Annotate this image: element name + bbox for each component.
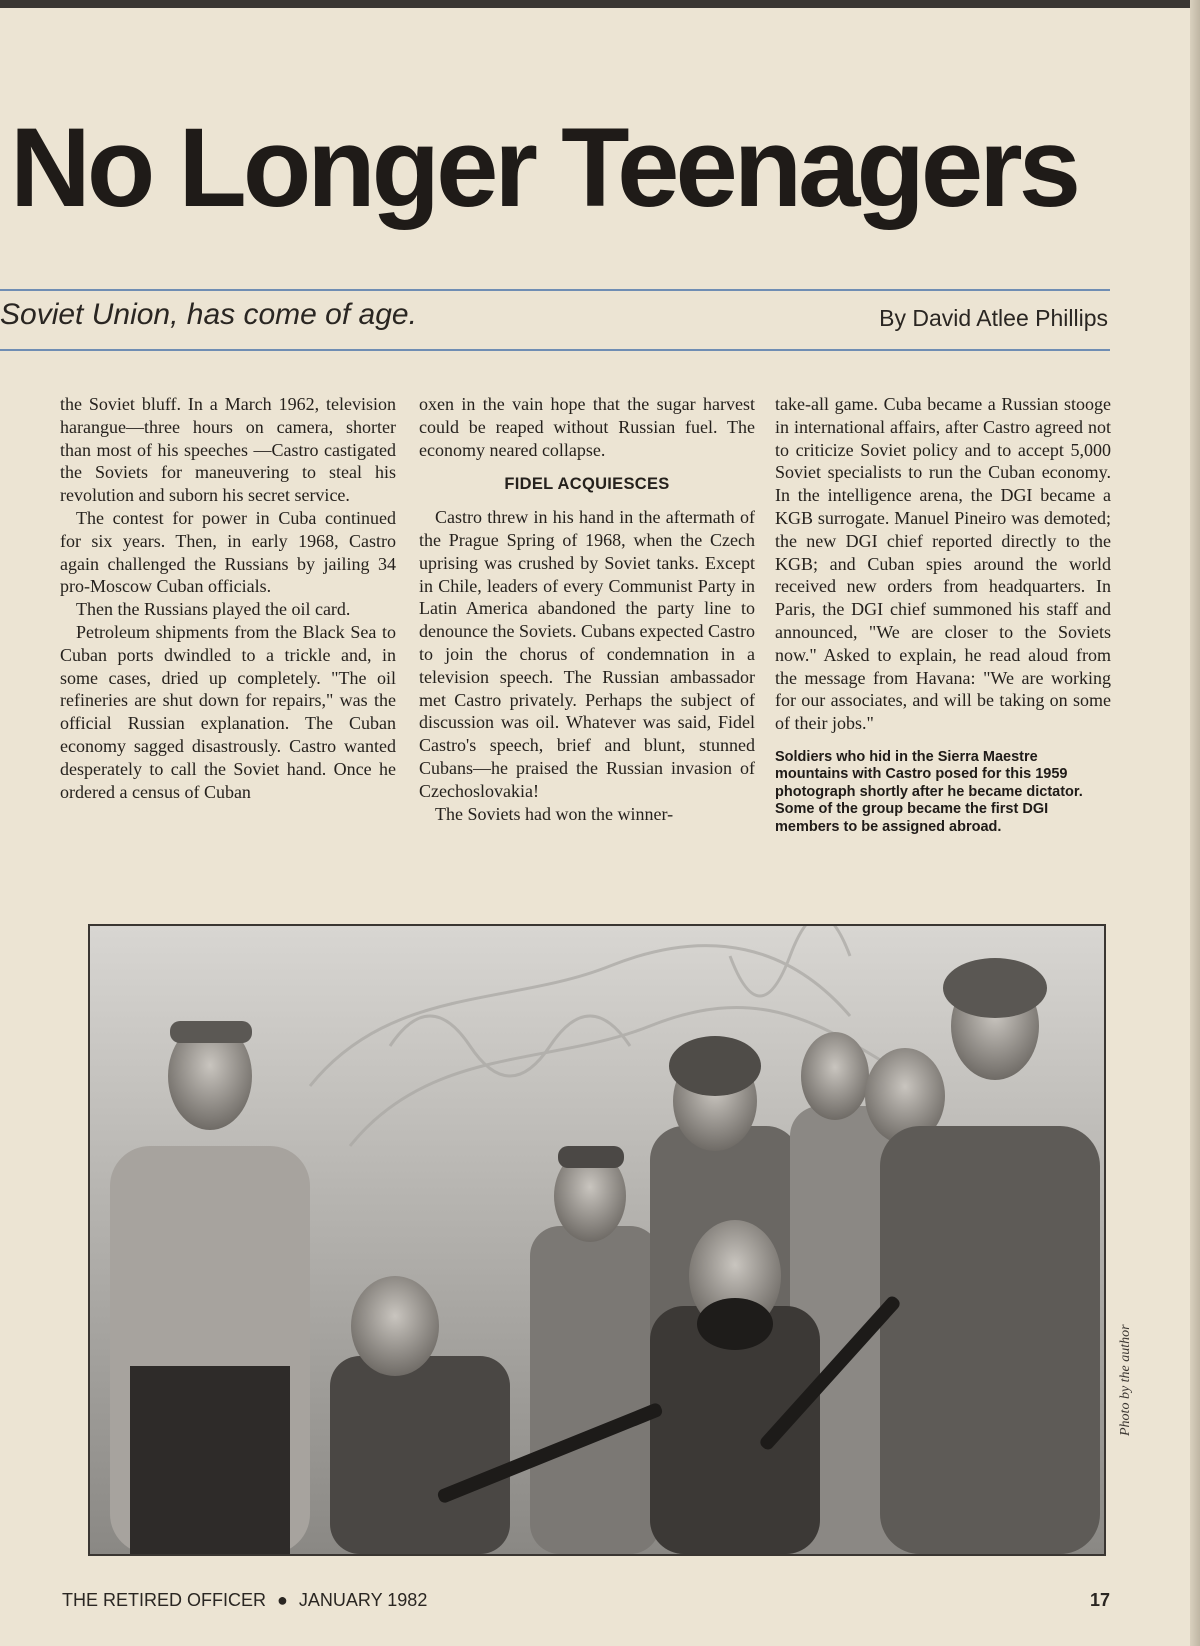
paragraph: Then the Russians played the oil card. bbox=[76, 599, 351, 620]
photo-caption: Soldiers who hid in the Sierra Maestre mountains with Castro posed for this 1959 photograph shortly after he became dictator. Some of the group became the first DGI members to be assigned abroad. bbox=[775, 748, 1083, 835]
article-byline: By David Atlee Phillips bbox=[879, 305, 1108, 331]
photo-credit: Photo by the author bbox=[1118, 1324, 1133, 1436]
publication-name: THE RETIRED OFFICER bbox=[62, 1590, 267, 1610]
paragraph: The Soviets had won the winner- bbox=[435, 803, 674, 824]
page-number: 17 bbox=[1090, 1590, 1111, 1610]
text-column-3 bbox=[775, 393, 1111, 836]
paragraph: The contest for power in Cuba continued for six years. Then, in early 1968, Castro again challenged the Russians by jailing 34 pro-Moscow Cuban officials. bbox=[60, 507, 396, 597]
section-subhead: FIDEL ACQUIESCES bbox=[504, 475, 670, 494]
scan-top-edge bbox=[0, 0, 1200, 8]
paragraph: Castro threw in his hand in the aftermath of the Prague Spring of 1968, when the Czech uprising was crushed by Soviet tanks. Except in Chile, leaders of every Communist Party in Latin America abandoned the party line to denounce the Soviets. Cubans expected Castro to join the chorus of condemnation in a television speech. The Russian ambassador met Castro privately. Perhaps the subject of discussion was oil. Whatever was said, Fidel Castro's speech, brief and blunt, stunned Cubans—he praised the Russian invasion of Czechoslovakia! bbox=[419, 507, 755, 801]
paragraph: the Soviet bluff. In a March 1962, television harangue—three hours on camera, shorter than most of his speeches —Castro castigated the Soviets for maneuvering to steal his revolution and suborn his secret service. bbox=[60, 394, 396, 506]
deck-rule-bottom bbox=[0, 349, 1110, 351]
group-photograph bbox=[88, 924, 1106, 1556]
text-column-2 bbox=[419, 393, 755, 825]
paragraph: take-all game. Cuba became a Russian stooge in international affairs, after Castro agreed not to criticize Soviet policy and to accept 5,000 Soviet specialists to run the Cuban economy. In the intelligence arena, the DGI became a KGB surrogate. Manuel Pineiro was demoted; the new DGI chief reported directly to the KGB; and Cuban spies around the world received new orders from headquarters. In Paris, the DGI chief summoned his staff and announced, "We are closer to the Soviets now." Asked to explain, he read aloud from the message from Havana: "We are working for our associates, and will be taking on some of their jobs." bbox=[775, 394, 1111, 734]
page-fold-edge bbox=[1190, 0, 1200, 1646]
page-footer bbox=[62, 1590, 427, 1611]
article-headline: No Longer Teenagers bbox=[10, 105, 1078, 230]
article-deck: Soviet Union, has come of age. bbox=[0, 298, 417, 331]
paragraph: Petroleum shipments from the Black Sea to Cuban ports dwindled to a trickle and, in some cases, dried up completely. "The oil refineries are shut down for repairs," was the official Russian explanation. The Cuban economy sagged disastrously. Castro wanted desperately to call the Soviet hand. Once he ordered a census of Cuban bbox=[60, 621, 396, 802]
text-column-1 bbox=[60, 393, 396, 803]
bullet-separator: ● bbox=[277, 1590, 288, 1610]
paragraph: oxen in the vain hope that the sugar harvest could be reaped without Russian fuel. The economy neared collapse. bbox=[419, 394, 755, 460]
issue-date: JANUARY 1982 bbox=[298, 1590, 428, 1610]
deck-rule-top bbox=[0, 289, 1110, 291]
